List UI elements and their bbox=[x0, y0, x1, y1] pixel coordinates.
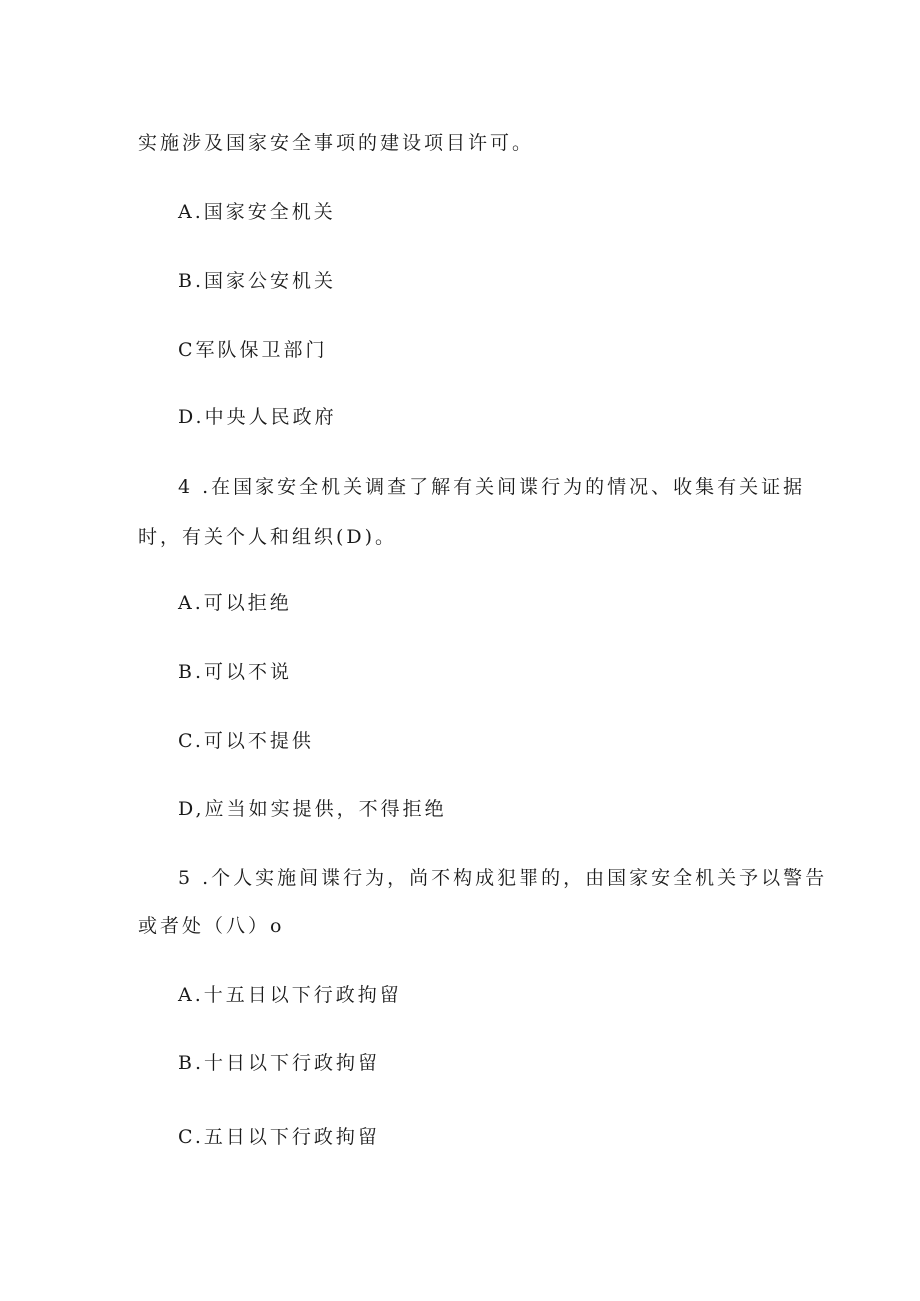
question-4-line-1: 4 .在国家安全机关调查了解有关间谍行为的情况、收集有关证据 bbox=[178, 476, 806, 498]
question-4-option-d: D,应当如实提供，不得拒绝 bbox=[178, 798, 447, 820]
question-4-option-b: B.可以不说 bbox=[178, 661, 293, 683]
question-3-option-a: A.国家安全机关 bbox=[178, 201, 336, 223]
question-3-tail: 实施涉及国家安全事项的建设项目许可。 bbox=[138, 132, 535, 154]
question-4-option-c: C.可以不提供 bbox=[178, 730, 314, 752]
question-3-option-d: D.中央人民政府 bbox=[178, 406, 337, 428]
question-3-option-c: C军队保卫部门 bbox=[178, 339, 328, 361]
question-5-option-a: A.十五日以下行政拘留 bbox=[178, 984, 402, 1006]
question-4-line-2: 时，有关个人和组织(D)。 bbox=[138, 526, 398, 548]
question-5-option-c: C.五日以下行政拘留 bbox=[178, 1126, 380, 1148]
question-5-line-1: 5 .个人实施间谍行为，尚不构成犯罪的，由国家安全机关予以警告 bbox=[178, 867, 828, 889]
question-3-option-b: B.国家公安机关 bbox=[178, 270, 337, 292]
question-5-line-2: 或者处（八）o bbox=[138, 915, 285, 937]
question-5-option-b: B.十日以下行政拘留 bbox=[178, 1052, 381, 1074]
question-4-option-a: A.可以拒绝 bbox=[178, 592, 292, 614]
